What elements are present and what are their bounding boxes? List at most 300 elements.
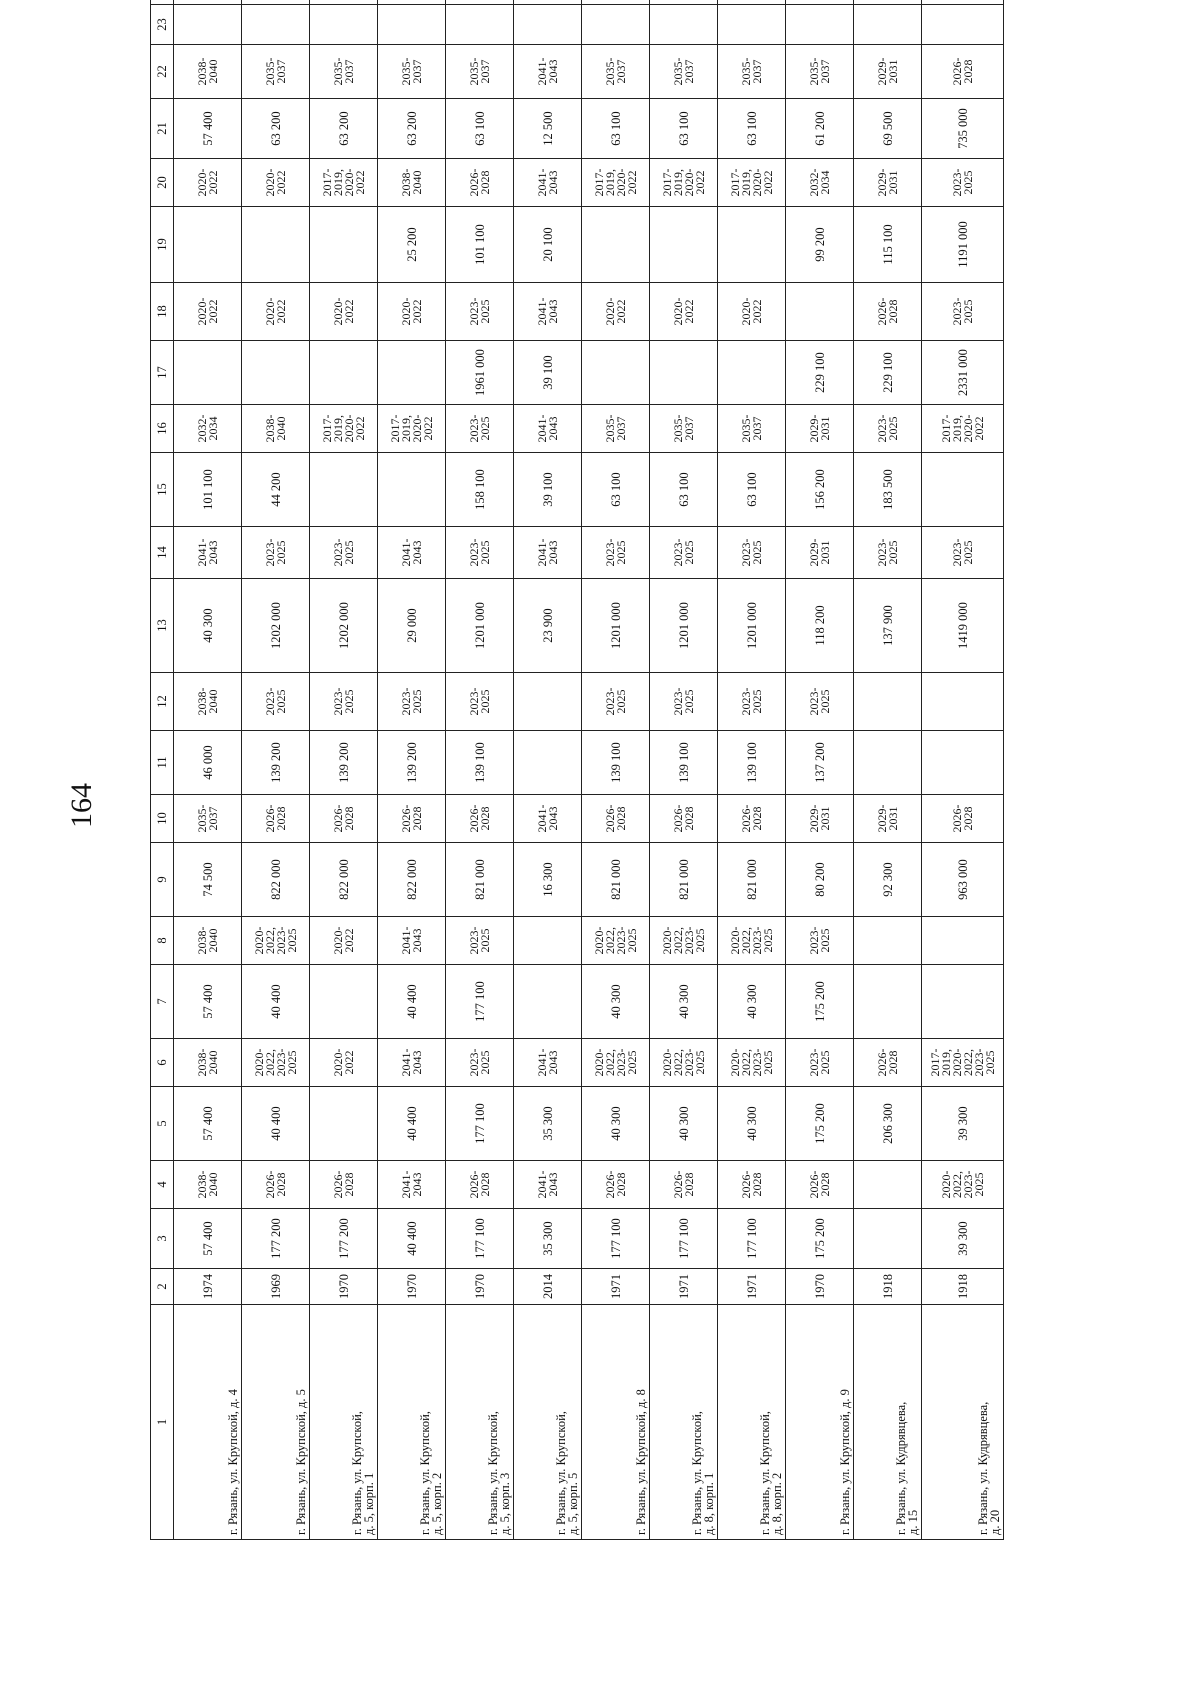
table-cell: 175 200: [786, 965, 854, 1039]
table-cell: [922, 731, 1004, 795]
table-cell: 2023- 2025: [854, 527, 922, 579]
table-cell: 1201 000: [718, 579, 786, 673]
table-cell: 2035- 2037: [582, 45, 650, 99]
table-cell: 2020- 2022: [310, 917, 378, 965]
table-cell: 2038- 2040: [174, 673, 242, 731]
table-cell: [378, 453, 446, 527]
table-cell: [310, 5, 378, 45]
table-cell: [718, 341, 786, 405]
table-cell: 46 000: [174, 731, 242, 795]
column-header-17: 17: [151, 341, 174, 405]
table-cell: 39 300: [922, 1209, 1004, 1269]
table-cell: 2023- 2025: [786, 1039, 854, 1087]
table-cell: 2020- 2022: [242, 159, 310, 207]
table-cell: [650, 207, 718, 283]
table-cell: [514, 731, 582, 795]
table-cell: 2041- 2043: [378, 1161, 446, 1209]
table-cell: 139 200: [242, 731, 310, 795]
table-cell: 35 300: [514, 1209, 582, 1269]
table-cell: [310, 1087, 378, 1161]
table-cell: 2041- 2043: [514, 159, 582, 207]
table-cell: 2020- 2022, 2023- 2025: [582, 917, 650, 965]
table-cell: [446, 5, 514, 45]
column-header-1: 1: [151, 1305, 174, 1540]
table-cell: 2035- 2037: [446, 45, 514, 99]
table-cell: 2023- 2025: [922, 159, 1004, 207]
address-cell: г. Рязань, ул. Крупской, д. 5, корп. 3: [446, 1305, 514, 1540]
column-header-18: 18: [151, 283, 174, 341]
table-cell: 69 500: [854, 99, 922, 159]
table-body: [174, 0, 1004, 1540]
table-cell: 175 200: [786, 1087, 854, 1161]
table-cell: 2026- 2028: [650, 1161, 718, 1209]
table-cell: 40 400: [378, 1209, 446, 1269]
table-cell: 40 400: [378, 1087, 446, 1161]
table-cell: [514, 673, 582, 731]
table-cell: 2029- 2031: [854, 159, 922, 207]
table-cell: 139 100: [446, 731, 514, 795]
table-cell: 2020- 2022, 2023- 2025: [718, 1039, 786, 1087]
table-cell: 2032- 2034: [174, 405, 242, 453]
table-cell: 821 000: [582, 843, 650, 917]
table-cell: 2023- 2025: [582, 673, 650, 731]
column-header-24: [151, 0, 174, 5]
table-cell: 1974: [174, 1269, 242, 1305]
table-cell: 822 000: [310, 843, 378, 917]
table-cell: 2020- 2022: [242, 283, 310, 341]
table-cell: 2035- 2037: [718, 405, 786, 453]
table-cell: 2026- 2028: [854, 1039, 922, 1087]
table-row: [174, 0, 242, 1540]
table-cell: [378, 5, 446, 45]
table-cell: 1961 000: [446, 341, 514, 405]
table-row: [378, 0, 446, 1540]
column-header-5: 5: [151, 1087, 174, 1161]
data-table: [150, 0, 1004, 1540]
table-cell: [718, 5, 786, 45]
table-cell: 63 100: [650, 99, 718, 159]
table-cell: 57 400: [174, 965, 242, 1039]
address-cell: г. Рязань, ул. Крупской, д. 8, корп. 1: [650, 1305, 718, 1540]
table-cell: 2023- 2025: [786, 917, 854, 965]
table-cell: 2020- 2022: [582, 283, 650, 341]
table-cell: 92 300: [854, 843, 922, 917]
table-cell: [922, 0, 1004, 5]
table-cell: 183 500: [854, 453, 922, 527]
table-cell: 2035- 2037: [378, 45, 446, 99]
table-cell: 39 100: [514, 341, 582, 405]
table-cell: 2041- 2043: [514, 1039, 582, 1087]
table-cell: 1202 000: [242, 579, 310, 673]
table-cell: [242, 5, 310, 45]
table-cell: 2026- 2028: [582, 1161, 650, 1209]
page-number: 164: [65, 783, 98, 828]
header-row: [151, 0, 174, 1540]
table-cell: 2038- 2040: [378, 159, 446, 207]
address-cell: г. Рязань, ул. Крупской, д. 8: [582, 1305, 650, 1540]
table-cell: 2035- 2037: [650, 45, 718, 99]
table-cell: 1201 000: [650, 579, 718, 673]
table-cell: [242, 341, 310, 405]
table-cell: 2017- 2019, 2020- 2022: [650, 159, 718, 207]
address-cell: г. Рязань, ул. Крупской, д. 9: [786, 1305, 854, 1540]
table-cell: 137 200: [786, 731, 854, 795]
table-cell: 2041- 2043: [174, 527, 242, 579]
table-cell: 2020- 2022, 2023- 2025: [650, 1039, 718, 1087]
table-cell: 40 300: [582, 965, 650, 1039]
table-cell: 2017- 2019, 2020- 2022: [378, 405, 446, 453]
table-cell: [378, 0, 446, 5]
column-header-4: 4: [151, 1161, 174, 1209]
table-cell: 2026- 2028: [922, 45, 1004, 99]
table-cell: 2035- 2037: [650, 405, 718, 453]
table-cell: 2023- 2025: [242, 527, 310, 579]
table-cell: 2023- 2025: [650, 527, 718, 579]
table-cell: 177 100: [446, 1087, 514, 1161]
table-cell: 2023- 2025: [446, 1039, 514, 1087]
table-cell: 2020- 2022: [378, 283, 446, 341]
table-cell: 2026- 2028: [310, 1161, 378, 1209]
table-cell: [310, 207, 378, 283]
table-cell: [514, 0, 582, 5]
table-cell: [310, 0, 378, 5]
table-cell: 2020- 2022: [650, 283, 718, 341]
table-cell: 2023- 2025: [582, 527, 650, 579]
table-cell: 2041- 2043: [378, 917, 446, 965]
table-cell: 1971: [650, 1269, 718, 1305]
table-cell: [786, 0, 854, 5]
table-cell: 2026- 2028: [922, 795, 1004, 843]
table-cell: [854, 5, 922, 45]
table-cell: 101 100: [174, 453, 242, 527]
table-row: [446, 0, 514, 1540]
table-cell: 99 200: [786, 207, 854, 283]
table-cell: [514, 965, 582, 1039]
table-row: [650, 0, 718, 1540]
table-cell: 63 100: [582, 99, 650, 159]
table-cell: 63 100: [650, 453, 718, 527]
table-cell: 63 100: [446, 99, 514, 159]
table-cell: [446, 0, 514, 5]
table-cell: 74 500: [174, 843, 242, 917]
table-cell: 2023- 2025: [446, 917, 514, 965]
address-cell: г. Рязань, ул. Кудрявцева, д. 20: [922, 1305, 1004, 1540]
table-row: [514, 0, 582, 1540]
column-header-14: 14: [151, 527, 174, 579]
table-cell: 40 400: [242, 965, 310, 1039]
table-cell: [854, 1161, 922, 1209]
table-cell: 2023- 2025: [650, 673, 718, 731]
column-header-7: 7: [151, 965, 174, 1039]
table-cell: 2041- 2043: [514, 283, 582, 341]
table-cell: 158 100: [446, 453, 514, 527]
table-cell: 206 300: [854, 1087, 922, 1161]
table-cell: 40 400: [378, 965, 446, 1039]
table-cell: 57 400: [174, 1209, 242, 1269]
table-cell: 2038- 2040: [242, 405, 310, 453]
table-cell: [174, 341, 242, 405]
table-cell: 63 100: [718, 99, 786, 159]
table-cell: 25 200: [378, 207, 446, 283]
table-cell: 2026- 2028: [378, 795, 446, 843]
table-cell: 735 000: [922, 99, 1004, 159]
table-cell: 2023- 2025: [310, 527, 378, 579]
table-cell: 139 200: [378, 731, 446, 795]
table-cell: 1970: [446, 1269, 514, 1305]
table-cell: 40 300: [650, 1087, 718, 1161]
table-cell: 2035- 2037: [786, 45, 854, 99]
table-cell: 2020- 2022, 2023- 2025: [582, 1039, 650, 1087]
table-cell: 44 200: [242, 453, 310, 527]
table-cell: 2023- 2025: [922, 283, 1004, 341]
table-cell: 177 100: [446, 1209, 514, 1269]
table-cell: [786, 5, 854, 45]
table-cell: 2014: [514, 1269, 582, 1305]
table-cell: 63 200: [378, 99, 446, 159]
table-cell: [242, 0, 310, 5]
table-cell: 2020- 2022: [310, 283, 378, 341]
table-cell: 2017- 2019, 2020- 2022: [582, 159, 650, 207]
table-cell: 2026- 2028: [242, 795, 310, 843]
address-cell: г. Рязань, ул. Крупской, д. 4: [174, 1305, 242, 1540]
table-cell: 1969: [242, 1269, 310, 1305]
column-header-9: 9: [151, 843, 174, 917]
table-cell: [174, 5, 242, 45]
table-cell: 2038- 2040: [174, 1039, 242, 1087]
table-row: [854, 0, 922, 1540]
table-cell: [718, 207, 786, 283]
table-cell: 2041- 2043: [514, 1161, 582, 1209]
table-cell: 2035- 2037: [174, 795, 242, 843]
table-cell: 1918: [922, 1269, 1004, 1305]
table-cell: 2023- 2025: [446, 405, 514, 453]
table-cell: 2026- 2028: [446, 795, 514, 843]
table-cell: 61 200: [786, 99, 854, 159]
table-cell: 2041- 2043: [514, 795, 582, 843]
table-cell: [378, 341, 446, 405]
table-cell: 2038- 2040: [174, 1161, 242, 1209]
table-cell: 1191 000: [922, 207, 1004, 283]
table-cell: 1201 000: [446, 579, 514, 673]
table-cell: 139 100: [718, 731, 786, 795]
table-cell: 177 100: [446, 965, 514, 1039]
table-cell: 2023- 2025: [446, 283, 514, 341]
table-cell: [786, 283, 854, 341]
table-cell: 2020- 2022: [310, 1039, 378, 1087]
table-cell: 1970: [786, 1269, 854, 1305]
table-cell: 101 100: [446, 207, 514, 283]
table-cell: 2020- 2022, 2023- 2025: [922, 1161, 1004, 1209]
table-cell: [854, 965, 922, 1039]
table-cell: 63 100: [718, 453, 786, 527]
table-cell: 2041- 2043: [514, 405, 582, 453]
table-cell: 229 100: [786, 341, 854, 405]
table-cell: [922, 453, 1004, 527]
table-cell: [582, 5, 650, 45]
table-cell: 1970: [310, 1269, 378, 1305]
table-cell: [854, 0, 922, 5]
address-cell: г. Рязань, ул. Крупской, д. 5: [242, 1305, 310, 1540]
table-cell: [650, 5, 718, 45]
table-cell: 80 200: [786, 843, 854, 917]
table-cell: 2023- 2025: [786, 673, 854, 731]
table-cell: 177 100: [650, 1209, 718, 1269]
table-cell: 2020- 2022, 2023- 2025: [650, 917, 718, 965]
table-row: [718, 0, 786, 1540]
rotated-table-container: [150, 18, 1002, 1540]
table-cell: 139 200: [310, 731, 378, 795]
table-cell: 40 400: [242, 1087, 310, 1161]
column-header-2: 2: [151, 1269, 174, 1305]
table-cell: 63 200: [310, 99, 378, 159]
table-cell: 2023- 2025: [446, 527, 514, 579]
table-cell: 29 000: [378, 579, 446, 673]
column-header-3: 3: [151, 1209, 174, 1269]
column-header-19: 19: [151, 207, 174, 283]
table-cell: 2026- 2028: [446, 1161, 514, 1209]
table-cell: 2331 000: [922, 341, 1004, 405]
column-header-22: 22: [151, 45, 174, 99]
table-cell: 156 200: [786, 453, 854, 527]
table-cell: 2032- 2034: [786, 159, 854, 207]
table-cell: 229 100: [854, 341, 922, 405]
table-cell: 2026- 2028: [242, 1161, 310, 1209]
table-cell: 963 000: [922, 843, 1004, 917]
column-header-20: 20: [151, 159, 174, 207]
table-cell: 2041- 2043: [514, 45, 582, 99]
table-cell: 175 200: [786, 1209, 854, 1269]
table-cell: [922, 965, 1004, 1039]
table-cell: 139 100: [650, 731, 718, 795]
table-cell: 63 200: [242, 99, 310, 159]
table-cell: 2029- 2031: [854, 795, 922, 843]
table-cell: 57 400: [174, 1087, 242, 1161]
column-header-15: 15: [151, 453, 174, 527]
table-cell: 2023- 2025: [854, 405, 922, 453]
table-cell: 821 000: [446, 843, 514, 917]
table-cell: 2029- 2031: [786, 405, 854, 453]
table-cell: 2029- 2031: [786, 795, 854, 843]
table-cell: 40 300: [650, 965, 718, 1039]
table-cell: 1971: [718, 1269, 786, 1305]
table-cell: 1202 000: [310, 579, 378, 673]
table-cell: [514, 917, 582, 965]
table-cell: 1971: [582, 1269, 650, 1305]
table-cell: [582, 207, 650, 283]
table-cell: [174, 207, 242, 283]
column-header-21: 21: [151, 99, 174, 159]
table-cell: [650, 0, 718, 5]
table-cell: 139 100: [582, 731, 650, 795]
table-cell: 2035- 2037: [718, 45, 786, 99]
table-cell: 137 900: [854, 579, 922, 673]
table-cell: 822 000: [242, 843, 310, 917]
table-cell: 2026- 2028: [650, 795, 718, 843]
address-cell: г. Рязань, ул. Крупской, д. 5, корп. 1: [310, 1305, 378, 1540]
table-cell: 2041- 2043: [378, 1039, 446, 1087]
table-cell: 2023- 2025: [242, 673, 310, 731]
table-cell: 1201 000: [582, 579, 650, 673]
table-cell: 57 400: [174, 99, 242, 159]
table-cell: 2023- 2025: [310, 673, 378, 731]
table-cell: 2020- 2022, 2023- 2025: [242, 1039, 310, 1087]
column-header-11: 11: [151, 731, 174, 795]
column-header-6: 6: [151, 1039, 174, 1087]
table-cell: 2026- 2028: [718, 1161, 786, 1209]
table-row: [922, 0, 1004, 1540]
table-cell: 822 000: [378, 843, 446, 917]
table-cell: 118 200: [786, 579, 854, 673]
column-header-23: 23: [151, 5, 174, 45]
table-cell: 2017- 2019, 2020- 2022: [310, 159, 378, 207]
table-cell: 39 100: [514, 453, 582, 527]
table-cell: 2020- 2022: [718, 283, 786, 341]
table-cell: 63 100: [582, 453, 650, 527]
table-cell: 40 300: [718, 1087, 786, 1161]
table-cell: 2041- 2043: [514, 527, 582, 579]
table-cell: 2017- 2019, 2020- 2022: [310, 405, 378, 453]
table-cell: [854, 731, 922, 795]
table-cell: [242, 207, 310, 283]
table-cell: [718, 0, 786, 5]
table-cell: 40 300: [582, 1087, 650, 1161]
table-cell: 2035- 2037: [242, 45, 310, 99]
table-cell: 2026- 2028: [446, 159, 514, 207]
table-cell: 2038- 2040: [174, 45, 242, 99]
table-cell: 2017- 2019, 2020- 2022: [718, 159, 786, 207]
table-cell: 2026- 2028: [718, 795, 786, 843]
table-cell: 40 300: [718, 965, 786, 1039]
table-cell: 2023- 2025: [718, 673, 786, 731]
table-cell: 2023- 2025: [378, 673, 446, 731]
table-cell: [854, 673, 922, 731]
table-cell: 2029- 2031: [854, 45, 922, 99]
table-cell: 2017- 2019, 2020- 2022, 2023- 2025: [922, 1039, 1004, 1087]
table-cell: 2038- 2040: [174, 917, 242, 965]
table-cell: 177 200: [242, 1209, 310, 1269]
table-cell: 12 500: [514, 99, 582, 159]
table-cell: 2020- 2022, 2023- 2025: [242, 917, 310, 965]
table-cell: 2035- 2037: [582, 405, 650, 453]
table-cell: 177 200: [310, 1209, 378, 1269]
table-cell: 1918: [854, 1269, 922, 1305]
table-cell: 1970: [378, 1269, 446, 1305]
table-cell: 2023- 2025: [718, 527, 786, 579]
column-header-8: 8: [151, 917, 174, 965]
table-cell: [582, 341, 650, 405]
table-cell: 23 900: [514, 579, 582, 673]
address-cell: г. Рязань, ул. Крупской, д. 5, корп. 2: [378, 1305, 446, 1540]
column-header-13: 13: [151, 579, 174, 673]
table-cell: 2026- 2028: [310, 795, 378, 843]
table-cell: 20 100: [514, 207, 582, 283]
table-cell: 1419 000: [922, 579, 1004, 673]
table-cell: 16 300: [514, 843, 582, 917]
table-cell: 2023- 2025: [922, 527, 1004, 579]
table-cell: [854, 1209, 922, 1269]
column-header-16: 16: [151, 405, 174, 453]
table-cell: [582, 0, 650, 5]
table-cell: 2020- 2022: [174, 283, 242, 341]
table-cell: 35 300: [514, 1087, 582, 1161]
address-cell: г. Рязань, ул. Крупской, д. 8, корп. 2: [718, 1305, 786, 1540]
column-header-12: 12: [151, 673, 174, 731]
address-cell: г. Рязань, ул. Крупской, д. 5, корп. 5: [514, 1305, 582, 1540]
table-cell: 2017- 2019, 2020- 2022: [922, 405, 1004, 453]
table-cell: 177 100: [582, 1209, 650, 1269]
table-cell: [922, 673, 1004, 731]
table-cell: [922, 917, 1004, 965]
